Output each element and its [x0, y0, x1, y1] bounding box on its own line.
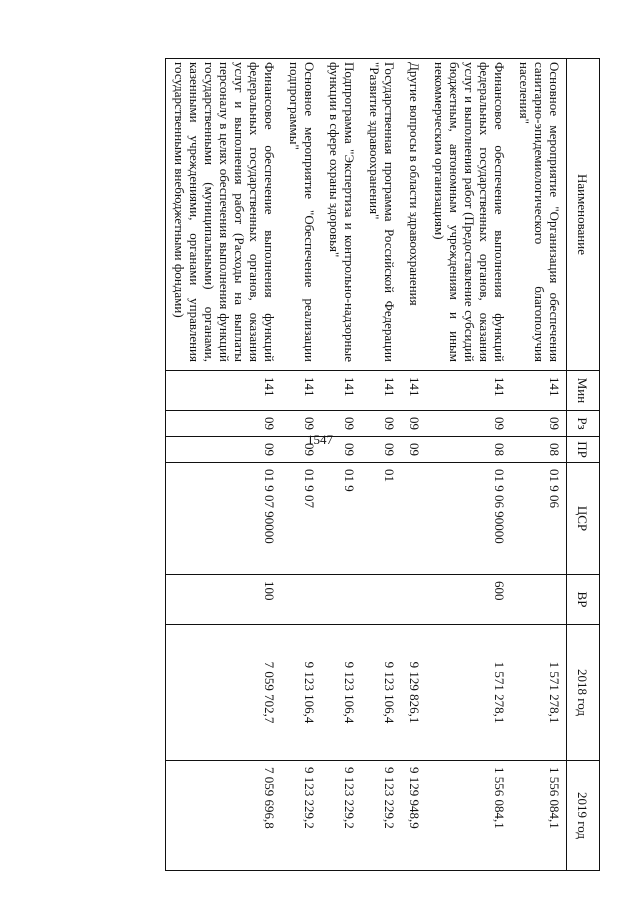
row-vr: 600 [426, 575, 511, 625]
header-2019: 2019 год [567, 761, 600, 871]
row-min: 141 [401, 371, 426, 411]
row-pr: 08 [511, 437, 567, 463]
table-row [361, 59, 401, 871]
row-rz: 09 [321, 411, 361, 437]
row-2018: 7 059 702,7 [166, 625, 282, 761]
header-pr: ПР [567, 437, 600, 463]
table-row [426, 59, 511, 871]
row-csr: 01 9 07 [281, 463, 321, 575]
row-rz: 09 [426, 411, 511, 437]
row-2019: 7 059 696,8 [166, 761, 282, 871]
row-rz: 09 [281, 411, 321, 437]
page-number: 1547 [307, 432, 333, 447]
row-vr: 100 [166, 575, 282, 625]
table-row [166, 59, 282, 871]
header-min: Мин [567, 371, 600, 411]
row-name: Основное мероприятие "Организация обеспечения санитарно-эпидемиологического благополучия населения" [511, 59, 567, 371]
budget-table [165, 58, 600, 871]
header-vr: ВР [567, 575, 600, 625]
rotated-table-container [100, 58, 600, 870]
row-vr [401, 575, 426, 625]
row-vr [321, 575, 361, 625]
row-2018: 1 571 278,1 [426, 625, 511, 761]
row-2019: 1 556 084,1 [426, 761, 511, 871]
row-2019: 1 556 084,1 [511, 761, 567, 871]
table-row [511, 59, 567, 871]
row-min: 141 [321, 371, 361, 411]
row-pr: 09 [401, 437, 426, 463]
row-name: Подпрограмма "Экспертиза и контрольно-надзорные функции в сфере охраны здоровья" [321, 59, 361, 371]
table-row [401, 59, 426, 871]
row-2018: 9 123 106,4 [281, 625, 321, 761]
row-vr [281, 575, 321, 625]
table-header-row [567, 59, 600, 871]
row-2019: 9 123 229,2 [361, 761, 401, 871]
row-min: 141 [166, 371, 282, 411]
table-row [281, 59, 321, 871]
row-rz: 09 [401, 411, 426, 437]
row-rz: 09 [511, 411, 567, 437]
row-vr [361, 575, 401, 625]
header-2018: 2018 год [567, 625, 600, 761]
row-pr: 09 [166, 437, 282, 463]
row-min: 141 [511, 371, 567, 411]
row-2018: 9 129 826,1 [401, 625, 426, 761]
row-min: 141 [426, 371, 511, 411]
row-pr: 08 [426, 437, 511, 463]
row-pr: 09 [281, 437, 321, 463]
row-2019: 9 123 229,2 [321, 761, 361, 871]
row-rz: 09 [361, 411, 401, 437]
row-pr: 09 [361, 437, 401, 463]
row-name: Другие вопросы в области здравоохранения [401, 59, 426, 371]
row-2018: 9 123 106,4 [321, 625, 361, 761]
header-name: Наименование [567, 59, 600, 371]
row-csr [401, 463, 426, 575]
table-row [321, 59, 361, 871]
header-csr: ЦСР [567, 463, 600, 575]
row-name: Основное мероприятие "Обеспечение реализации подпрограммы" [281, 59, 321, 371]
header-rz: Рз [567, 411, 600, 437]
row-csr: 01 [361, 463, 401, 575]
row-2018: 1 571 278,1 [511, 625, 567, 761]
row-rz: 09 [166, 411, 282, 437]
row-min: 141 [361, 371, 401, 411]
row-2018: 9 123 106,4 [361, 625, 401, 761]
row-csr: 01 9 07 90000 [166, 463, 282, 575]
row-2019: 9 123 229,2 [281, 761, 321, 871]
row-pr: 09 [321, 437, 361, 463]
row-csr: 01 9 06 90000 [426, 463, 511, 575]
row-vr [511, 575, 567, 625]
row-2019: 9 129 948,9 [401, 761, 426, 871]
row-csr: 01 9 [321, 463, 361, 575]
row-name: Финансовое обеспечение выполнения функций федеральных государственных органов, оказания услуг и выполнения работ (Расходы на выплаты персоналу в целях обеспечения выполнения функций государственными (муниципальными) органами, казенными учреждениями, органами управления государственными внебюджетными фондами) [166, 59, 282, 371]
row-name: Финансовое обеспечение выполнения функций федеральных государственных органов, оказания услуг и выполнения работ (Предоставление субсидий бюджетным, автономным учреждениям и иным некоммерческим организациям) [426, 59, 511, 371]
row-name: Государственная программа Российской Федерации "Развитие здравоохранения" [361, 59, 401, 371]
row-min: 141 [281, 371, 321, 411]
row-csr: 01 9 06 [511, 463, 567, 575]
